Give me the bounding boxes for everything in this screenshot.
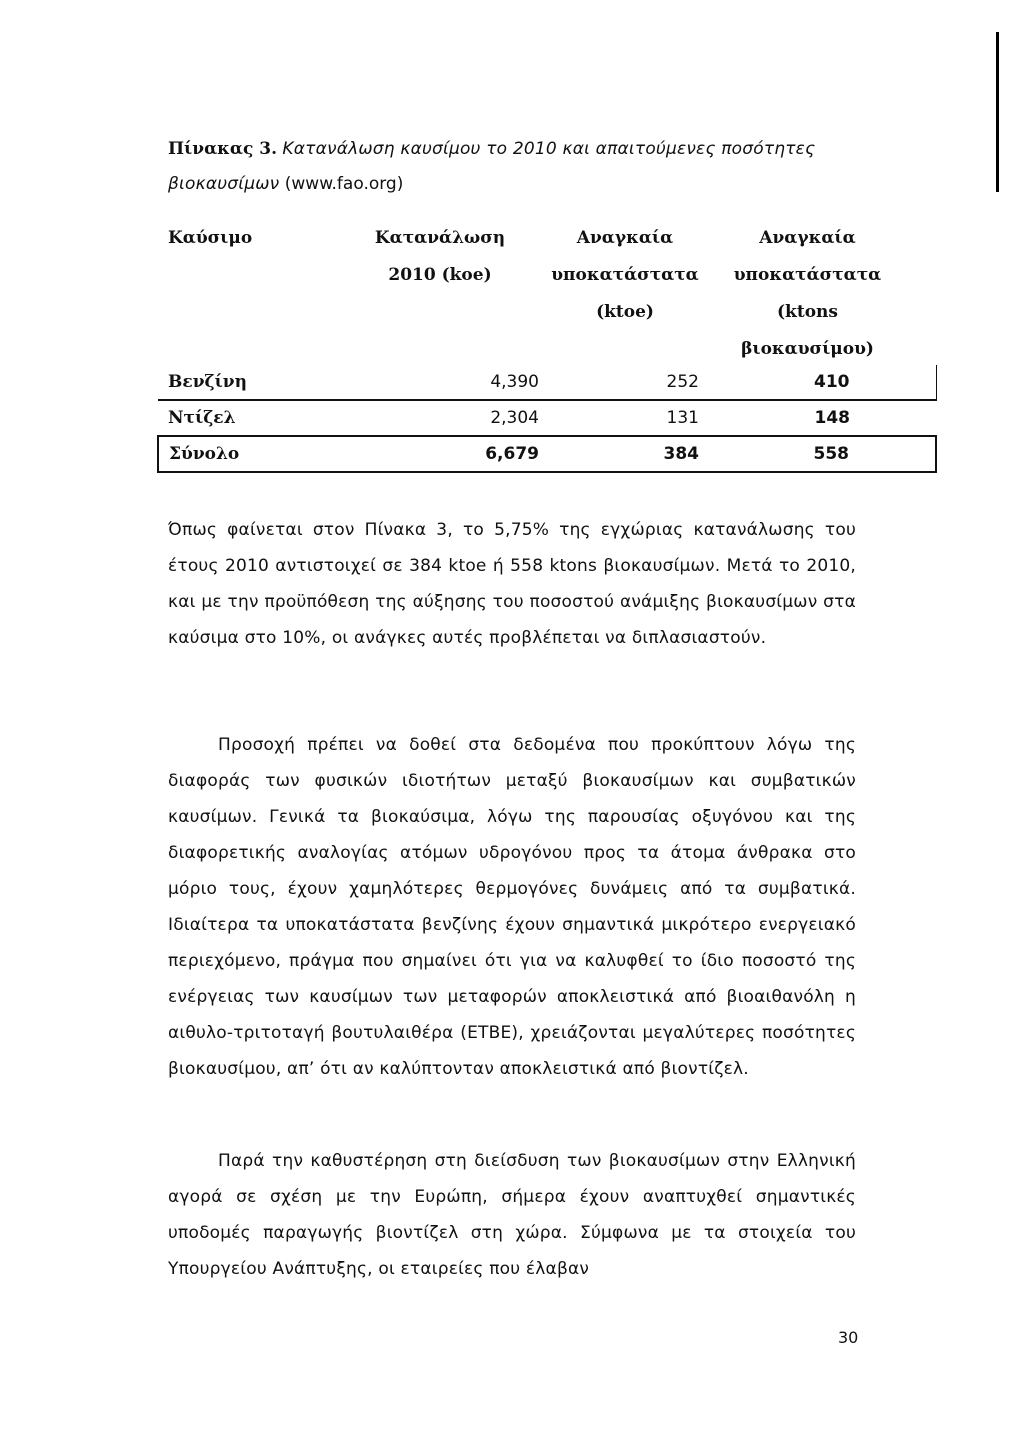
page-number: 30 (838, 1328, 859, 1347)
header-substitutes-ktons: Αναγκαία υποκατάστατα (ktons βιοκαυσίμου) (733, 228, 882, 359)
ktoe-cell: 384 (663, 444, 699, 464)
ktons-cell: 410 (699, 365, 936, 400)
fuel-cell: Ντίζελ (168, 408, 236, 428)
ktoe-cell: 131 (666, 408, 699, 428)
header-consumption: Κατανάλωση 2010 (koe) (374, 228, 506, 285)
ktoe-cell: 252 (666, 372, 699, 392)
header-substitutes-ktoe: Αναγκαία υποκατάστατα (ktoe) (551, 228, 699, 322)
consumption-cell: 6,679 (485, 444, 539, 464)
table-row-total (158, 436, 936, 472)
table-row (158, 400, 936, 436)
paragraph-1: Όπως φαίνεται στον Πίνακα 3, το 5,75% της εγχώριας κατανάλωσης του έτους 2010 αντιστοιχεί σε 384 ktoe ή 558 ktons βιοκαυσίμων. Μετά το 2010, και με την προϋπόθεση της αύξησης του ποσοστού ανάμιξης βιοκαυσίμων στα καύσιμα στο 10%, οι ανάγκες αυτές προβλέπεται να διπλασιαστούν. (168, 520, 856, 648)
caption-title: Κατανάλωση καυσίμου το 2010 και απαιτούμενες ποσότητες βιοκαυσίμων (168, 139, 816, 194)
ktons-cell: 148 (814, 408, 850, 428)
fuel-cell: Σύνολο (169, 444, 240, 464)
ktons-cell: 558 (813, 444, 849, 464)
fuel-cell: Βενζίνη (168, 372, 247, 392)
caption-source: (www.fao.org) (284, 174, 404, 194)
caption-number: Πίνακας 3. (168, 139, 277, 159)
fuel-table (157, 365, 937, 473)
header-fuel: Καύσιμο (168, 228, 253, 248)
paragraph-2: Προσοχή πρέπει να δοθεί στα δεδομένα που προκύπτουν λόγω της διαφοράς των φυσικών ιδιοτήτων μεταξύ βιοκαυσίμων και συμβατικών καυσίμων. Γενικά τα βιοκαύσιμα, λόγω της παρουσίας οξυγόνου και της διαφορετικής αναλογίας ατόμων υδρογόνου προς τα άτομα άνθρακα στο μόριο τους, έχουν χαμηλότερες θερμογόνες δυνάμεις από τα συμβατικά. Ιδιαίτερα τα υποκατάστατα βενζίνης έχουν σημαντικά μικρότερο ενεργειακό περιεχόμενο, πράγμα που σημαίνει ότι για να καλυφθεί το ίδιο ποσοστό της ενέργειας των καυσίμων των μεταφορών αποκλειστικά από βιοαιθανόλη η αιθυλο-τριτοταγή βουτυλαιθέρα (ETBE), χρειάζονται μεγαλύτερες ποσότητες βιοκαυσίμου, απ’ ότι αν καλύπτονταν αποκλειστικά από βιοντίζελ. (168, 735, 856, 1079)
consumption-cell: 2,304 (490, 408, 539, 428)
table-caption (168, 132, 868, 202)
consumption-cell: 4,390 (490, 372, 539, 392)
paragraph-3: Παρά την καθυστέρηση στη διείσδυση των βιοκαυσίμων στην Ελληνική αγορά σε σχέση με την Ευρώπη, σήμερα έχουν αναπτυχθεί σημαντικές υποδομές παραγωγής βιοντίζελ στη χώρα. Σύμφωνα με τα στοιχεία του Υπουργείου Ανάπτυξης, οι εταιρείες που έλαβαν (168, 1151, 856, 1279)
margin-rule (996, 32, 999, 192)
table-row (158, 365, 936, 400)
